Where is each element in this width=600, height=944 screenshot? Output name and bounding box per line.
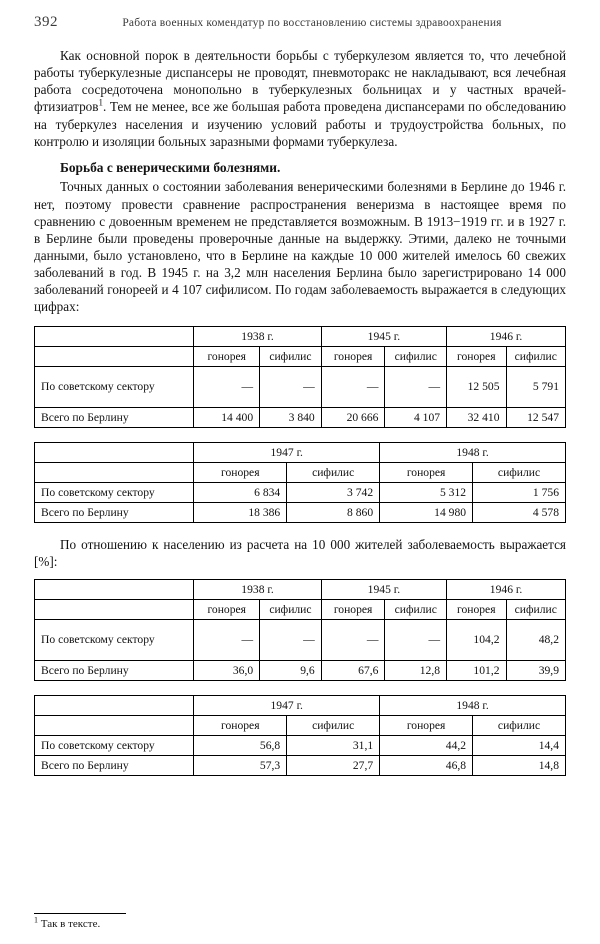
table-header-row [35,695,566,715]
cell: 36,0 [194,660,260,680]
cell: 39,9 [506,660,565,680]
footnote-text: Так в тексте. [38,918,101,930]
cell: — [321,619,385,660]
subheader-cell: сифилис [385,599,447,619]
subheader-cell: сифилис [473,715,566,735]
table-header-row [35,579,566,599]
cell: — [260,619,322,660]
subheader-cell: гонорея [380,462,473,482]
cell: 27,7 [287,755,380,775]
table-row [35,482,566,502]
year-header: 1948 г. [380,695,566,715]
table-row [35,619,566,660]
row-label: По советскому сектору [35,619,194,660]
cell: 3 742 [287,482,380,502]
cell: 104,2 [447,619,506,660]
corner-cell [35,326,194,346]
subheader-cell: сифилис [287,715,380,735]
table-row [35,755,566,775]
cell: — [194,366,260,407]
corner-cell [35,695,194,715]
cell: 6 834 [194,482,287,502]
cell: 4 578 [473,502,566,522]
cell: — [321,366,385,407]
table-rate-1947-1948 [34,695,566,776]
corner-cell [35,442,194,462]
page-header [34,14,566,31]
year-header: 1947 г. [194,695,380,715]
footnote-marker-1: 1 [98,98,103,109]
cell: 44,2 [380,735,473,755]
subheader-cell: сифилис [385,346,447,366]
table-4-wrapper [34,695,566,776]
paragraph-1-main: Как основной порок в деятельности борьбы с туберкулезом является то, что лечебной работы туберкулезные диспансеры не проводят, пневмоторакс не накладывают, вся лечебная работа сосредоточена монопольно в туберкулезных больницах и у частных врачей-фтизиатров [34,48,566,115]
table-subheader-row [35,346,566,366]
cell: 3 840 [260,407,322,427]
subheader-cell: гонорея [380,715,473,735]
cell: 101,2 [447,660,506,680]
cell: 14,8 [473,755,566,775]
row-label: По советскому сектору [35,735,194,755]
subheader-cell: гонорея [447,346,506,366]
table-rate-1938-1946 [34,579,566,681]
footnote [34,915,294,930]
subheader-cell: гонорея [194,715,287,735]
table-subheader-row [35,715,566,735]
cell: 1 756 [473,482,566,502]
subheader-cell: гонорея [194,599,260,619]
table-row [35,660,566,680]
year-header: 1948 г. [380,442,566,462]
row-label: Всего по Берлину [35,407,194,427]
paragraph-3: По отношению к населению из расчета на 10 000 жителей заболеваемость выражается [%]: [34,536,566,569]
subheader-cell: гонорея [194,462,287,482]
corner-cell-2 [35,715,194,735]
cell: 4 107 [385,407,447,427]
cell: — [194,619,260,660]
row-label: Всего по Берлину [35,660,194,680]
table-subheader-row [35,462,566,482]
row-label: По советскому сектору [35,482,194,502]
cell: 56,8 [194,735,287,755]
year-header: 1938 г. [194,326,321,346]
cell: 20 666 [321,407,385,427]
cell: 12 547 [506,407,565,427]
cell: 5 791 [506,366,565,407]
subheader-cell: гонорея [321,599,385,619]
year-header: 1945 г. [321,326,446,346]
year-header: 1946 г. [447,579,566,599]
year-header: 1938 г. [194,579,321,599]
table-absolute-1938-1946 [34,326,566,428]
cell: 31,1 [287,735,380,755]
cell: 67,6 [321,660,385,680]
subheader-cell: сифилис [473,462,566,482]
cell: 5 312 [380,482,473,502]
section-heading: Борьба с венерическими болезнями. [60,159,281,175]
table-absolute-1947-1948 [34,442,566,523]
year-header: 1947 г. [194,442,380,462]
cell: 8 860 [287,502,380,522]
table-2-wrapper [34,442,566,523]
footnote-divider [34,913,126,914]
paragraph-1-tail: . Тем не менее, все же большая работа проведена диспансерами по обследованию на туберкулез населения и изучению условий работы и трудоустройства больных, по контролю и изоляции больных заразными формами туберкулеза. [34,99,566,149]
cell: 14 400 [194,407,260,427]
row-label: По советскому сектору [35,366,194,407]
table-header-row [35,326,566,346]
subheader-cell: гонорея [321,346,385,366]
table-row [35,407,566,427]
table-row [35,366,566,407]
paragraph-1 [34,47,566,150]
cell: — [385,366,447,407]
cell: 18 386 [194,502,287,522]
body-text [34,47,566,316]
corner-cell-2 [35,599,194,619]
cell: 46,8 [380,755,473,775]
footnote-number: 1 [34,915,38,925]
subheader-cell: сифилис [506,599,565,619]
table-row [35,502,566,522]
page-number: 392 [34,14,58,30]
corner-cell [35,579,194,599]
year-header: 1945 г. [321,579,446,599]
table-subheader-row [35,599,566,619]
corner-cell-2 [35,462,194,482]
cell: 48,2 [506,619,565,660]
cell: 9,6 [260,660,322,680]
subheader-cell: сифилис [287,462,380,482]
cell: 57,3 [194,755,287,775]
footnote-area [34,913,294,930]
row-label: Всего по Берлину [35,755,194,775]
row-label: Всего по Берлину [35,502,194,522]
subheader-cell: гонорея [194,346,260,366]
cell: 14 980 [380,502,473,522]
cell: 12 505 [447,366,506,407]
table-row [35,735,566,755]
subheader-cell: гонорея [447,599,506,619]
running-title: Работа военных комендатур по восстановлению системы здравоохранения [122,17,502,29]
cell: — [385,619,447,660]
subheader-cell: сифилис [260,346,322,366]
corner-cell-2 [35,346,194,366]
year-header: 1946 г. [447,326,566,346]
paragraph-2: Точных данных о состоянии заболевания венерическими болезнями в Берлине до 1946 г. нет, поэтому провести сравнение распространения венеризма в настоящее время по сравнению с довоенным временем не представляется возможным. В 1913−1919 гг. и в 1927 г. в Берлине были проведены проверочные данные на выдержку. Этими, далеко не точными данными, было установлено, что в Берлине на каждые 10 000 жителей имелось 60 свежих заболеваний в год. В 1945 г. на 3,2 млн населения Берлина было зарегистрировано 14 000 заболеваний гонореей и 4 107 сифилисом. По годам заболеваемость выражается в следующих цифрах: [34,179,566,315]
subheader-cell: сифилис [260,599,322,619]
table-3-wrapper [34,579,566,681]
cell: 14,4 [473,735,566,755]
cell: 32 410 [447,407,506,427]
table-header-row [35,442,566,462]
cell: 12,8 [385,660,447,680]
cell: — [260,366,322,407]
table-1-wrapper [34,326,566,428]
subheader-cell: сифилис [506,346,565,366]
